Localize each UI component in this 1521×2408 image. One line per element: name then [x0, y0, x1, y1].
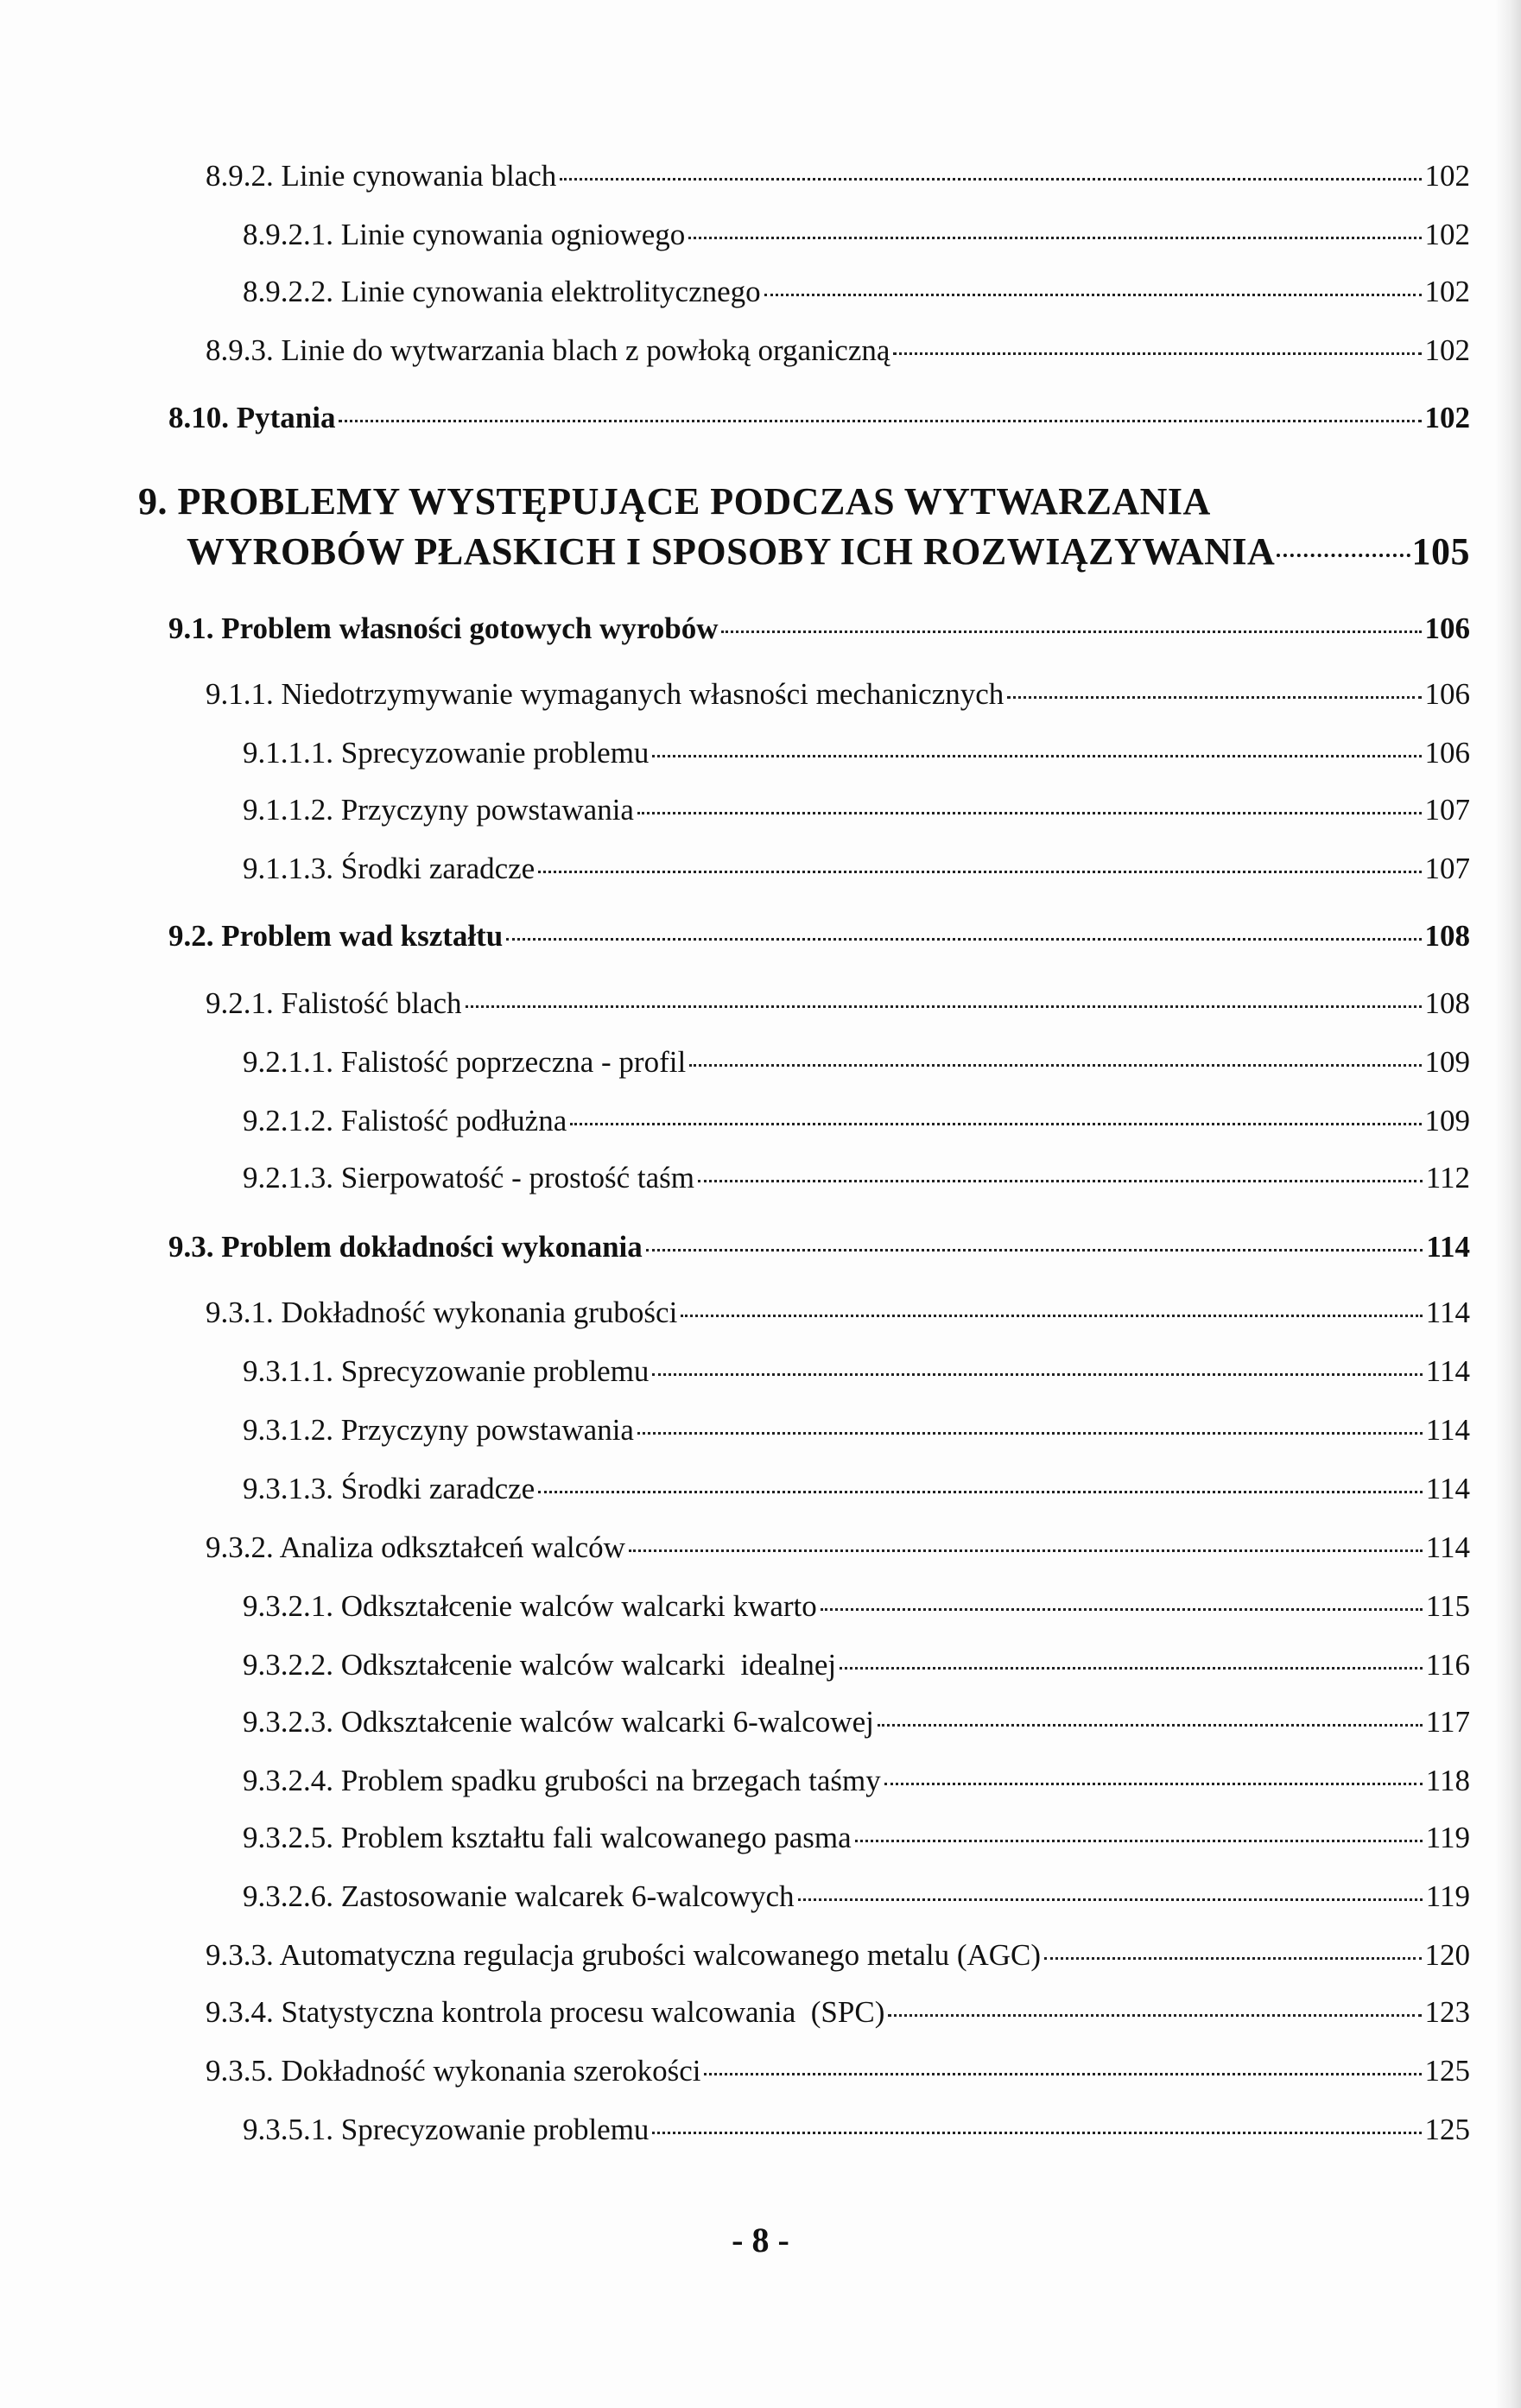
toc-entry-page: 114	[1426, 1230, 1470, 1264]
toc-entry-title: 9.3.5. Dokładność wykonania szerokości	[206, 2054, 701, 2088]
toc-section	[168, 399, 1470, 437]
chapter-title-line2-row	[138, 527, 1470, 577]
toc-entry-title: 8.10. Pytania	[168, 401, 336, 434]
toc-dot-leader	[688, 237, 1421, 239]
toc-dot-leader	[570, 1123, 1421, 1125]
toc-entry	[243, 1878, 1470, 1916]
toc-entry-page: 106	[1424, 736, 1470, 770]
toc-entry-page: 114	[1425, 1472, 1470, 1505]
toc-entry-page: 117	[1425, 1705, 1470, 1739]
toc-dot-leader	[855, 1840, 1423, 1842]
toc-dot-leader	[538, 871, 1421, 873]
toc-entry-page: 102	[1424, 401, 1470, 434]
toc-dot-leader	[681, 1315, 1423, 1317]
toc-entry-page: 125	[1424, 2054, 1470, 2088]
chapter-heading	[138, 477, 1470, 577]
toc-dot-leader	[798, 1898, 1423, 1901]
toc-dot-leader	[888, 2014, 1421, 2017]
toc-entry-page: 109	[1424, 1045, 1470, 1079]
toc-entry-title: 9.3. Problem dokładności wykonania	[168, 1230, 643, 1264]
toc-entry-page: 106	[1424, 677, 1470, 711]
toc-dot-leader	[646, 1249, 1423, 1252]
toc-entry-page: 119	[1425, 1821, 1470, 1854]
toc-entry	[243, 1411, 1470, 1449]
toc-entry-title: 9.1.1.1. Sprecyzowanie problemu	[243, 736, 650, 770]
toc-dot-leader	[560, 178, 1421, 181]
toc-entry-page: 109	[1424, 1104, 1470, 1137]
toc-entry	[206, 1936, 1470, 1974]
toc-dot-leader	[893, 352, 1421, 355]
toc-entry-page: 102	[1424, 275, 1470, 308]
toc-dot-leader	[1007, 696, 1421, 699]
toc-dot-leader	[698, 1180, 1423, 1182]
toc-entry-page: 114	[1425, 1296, 1470, 1329]
toc-entry-title: 9.2.1.2. Falistość podłużna	[243, 1104, 567, 1137]
toc-entry	[243, 1587, 1470, 1625]
toc-entry	[206, 1529, 1470, 1567]
toc-entry	[243, 216, 1470, 254]
toc-entry	[243, 2111, 1470, 2149]
toc-dot-leader	[821, 1608, 1423, 1611]
toc-dot-leader	[1044, 1957, 1421, 1960]
toc-entry-page: 114	[1425, 1354, 1470, 1388]
toc-entry-title: 9.3.1.1. Sprecyzowanie problemu	[243, 1354, 650, 1388]
toc-dot-leader	[689, 1064, 1421, 1067]
toc-dot-leader	[652, 755, 1421, 757]
toc-dot-leader	[637, 1432, 1423, 1435]
toc-entry-page: 108	[1424, 919, 1470, 953]
toc-entry-title: 9.3.1.2. Przyczyny powstawania	[243, 1413, 634, 1447]
toc-entry-title: 9.3.2.1. Odkształcenie walców walcarki kwarto	[243, 1589, 817, 1623]
toc-entry-title: 9.2.1.1. Falistość poprzeczna - profil	[243, 1045, 687, 1079]
toc-dot-leader	[538, 1491, 1423, 1493]
toc-entry-title: 9.1.1. Niedotrzymywanie wymaganych własności mechanicznych	[206, 677, 1004, 711]
toc-entry-title: 9.3.1. Dokładność wykonania grubości	[206, 1296, 678, 1329]
toc-entry-title: 8.9.3. Linie do wytwarzania blach z powłoką organiczną	[206, 333, 890, 367]
toc-entry	[206, 2052, 1470, 2090]
toc-entry-page: 120	[1424, 1938, 1470, 1972]
toc-entry-title: 9.3.1.3. Środki zaradcze	[243, 1472, 536, 1505]
toc-entry-title: 9.2.1. Falistość blach	[206, 986, 462, 1020]
toc-entry-title: 8.9.2.2. Linie cynowania elektrolitycznego	[243, 275, 761, 308]
toc-dot-leader	[629, 1549, 1423, 1552]
toc-section	[168, 917, 1470, 955]
toc-entry-title: 9.3.3. Automatyczna regulacja grubości walcowanego metalu (AGC)	[206, 1938, 1042, 1972]
toc-entry-title: 9.3.4. Statystyczna kontrola procesu walcowania (SPC)	[206, 1995, 885, 2029]
toc-entry-title: 9.3.2.4. Problem spadku grubości na brzegach taśmy	[243, 1764, 881, 1797]
toc-entry	[243, 1159, 1470, 1197]
toc-dot-leader	[884, 1783, 1423, 1785]
toc-entry-title: 8.9.2.1. Linie cynowania ogniowego	[243, 218, 686, 251]
toc-dot-leader	[764, 294, 1422, 296]
toc-entry	[243, 1353, 1470, 1391]
toc-entry-page: 114	[1425, 1530, 1470, 1564]
toc-entry-page: 106	[1424, 612, 1470, 645]
toc-section	[168, 610, 1470, 648]
toc-dot-leader	[339, 420, 1421, 422]
toc-dot-leader	[704, 2073, 1421, 2075]
toc-dot-leader	[840, 1667, 1423, 1670]
toc-entry-page: 107	[1424, 852, 1470, 885]
toc-dot-leader	[1277, 554, 1410, 557]
toc-entry	[243, 1646, 1470, 1684]
toc-entry-title: 9.3.2.3. Odkształcenie walców walcarki 6-walcowej	[243, 1705, 874, 1739]
toc-entry	[206, 1993, 1470, 2031]
toc-dot-leader	[721, 631, 1421, 633]
toc-entry	[243, 1043, 1470, 1081]
toc-dot-leader	[637, 812, 1422, 814]
toc-entry-title: 8.9.2. Linie cynowania blach	[206, 159, 557, 193]
toc-entry-title: 9.3.2.6. Zastosowanie walcarek 6-walcowych	[243, 1879, 795, 1913]
chapter-page: 105	[1411, 530, 1470, 573]
toc-entry-page: 115	[1425, 1589, 1470, 1623]
toc-entry	[243, 850, 1470, 888]
toc-entry-title: 9.3.5.1. Sprecyzowanie problemu	[243, 2113, 650, 2146]
chapter-title-line2: WYROBÓW PŁASKICH I SPOSOBY ICH ROZWIĄZYWANIA	[187, 530, 1276, 573]
toc-entry-page: 108	[1424, 986, 1470, 1020]
toc-entry-page: 118	[1425, 1764, 1470, 1797]
toc-entry-title: 9.1.1.2. Przyczyny powstawania	[243, 793, 634, 827]
toc-entry	[243, 1470, 1470, 1508]
toc-entry	[243, 734, 1470, 772]
toc-entry-title: 9.1.1.3. Środki zaradcze	[243, 852, 536, 885]
toc-entry-page: 112	[1425, 1161, 1470, 1194]
toc-entry-page: 107	[1424, 793, 1470, 827]
toc-entry	[243, 1102, 1470, 1140]
toc-entry	[243, 273, 1470, 311]
toc-entry-page: 102	[1424, 159, 1470, 193]
toc-entry	[243, 1703, 1470, 1741]
toc-entry-page: 102	[1424, 218, 1470, 251]
toc-entry-title: 9.2. Problem wad kształtu	[168, 919, 504, 953]
chapter-title-line1: 9. PROBLEMY WYSTĘPUJĄCE PODCZAS WYTWARZANIA	[138, 480, 1211, 523]
page-number: - 8 -	[732, 2221, 789, 2259]
toc-dot-leader	[652, 1373, 1422, 1376]
toc-entry	[243, 1762, 1470, 1800]
toc-dot-leader	[466, 1005, 1422, 1008]
toc-entry-title: 9.1. Problem własności gotowych wyrobów	[168, 612, 719, 645]
toc-entry-page: 102	[1424, 333, 1470, 367]
toc-entry-title: 9.3.2.5. Problem kształtu fali walcowanego pasma	[243, 1821, 852, 1854]
toc-dot-leader	[506, 938, 1421, 941]
toc-entry-page: 123	[1424, 1995, 1470, 2029]
toc-entry	[243, 791, 1470, 829]
toc-entry	[243, 1819, 1470, 1857]
toc-entry-page: 116	[1425, 1648, 1470, 1682]
toc-entry	[206, 1294, 1470, 1332]
toc-entry	[206, 332, 1470, 370]
toc-dot-leader	[652, 2132, 1421, 2134]
toc-section	[168, 1228, 1470, 1266]
toc-entry-title: 9.2.1.3. Sierpowatość - prostość taśm	[243, 1161, 694, 1194]
toc-entry-page: 119	[1425, 1879, 1470, 1913]
toc-dot-leader	[878, 1724, 1423, 1727]
toc-entry-page: 125	[1424, 2113, 1470, 2146]
page-edge-shadow	[1495, 0, 1521, 2408]
toc-entry-title: 9.3.2. Analiza odkształceń walców	[206, 1530, 625, 1564]
toc-entry	[206, 985, 1470, 1023]
toc-entry-title: 9.3.2.2. Odkształcenie walców walcarki idealnej	[243, 1648, 837, 1682]
toc-entry-page: 114	[1425, 1413, 1470, 1447]
toc-entry	[206, 157, 1470, 195]
toc-entry	[206, 675, 1470, 713]
